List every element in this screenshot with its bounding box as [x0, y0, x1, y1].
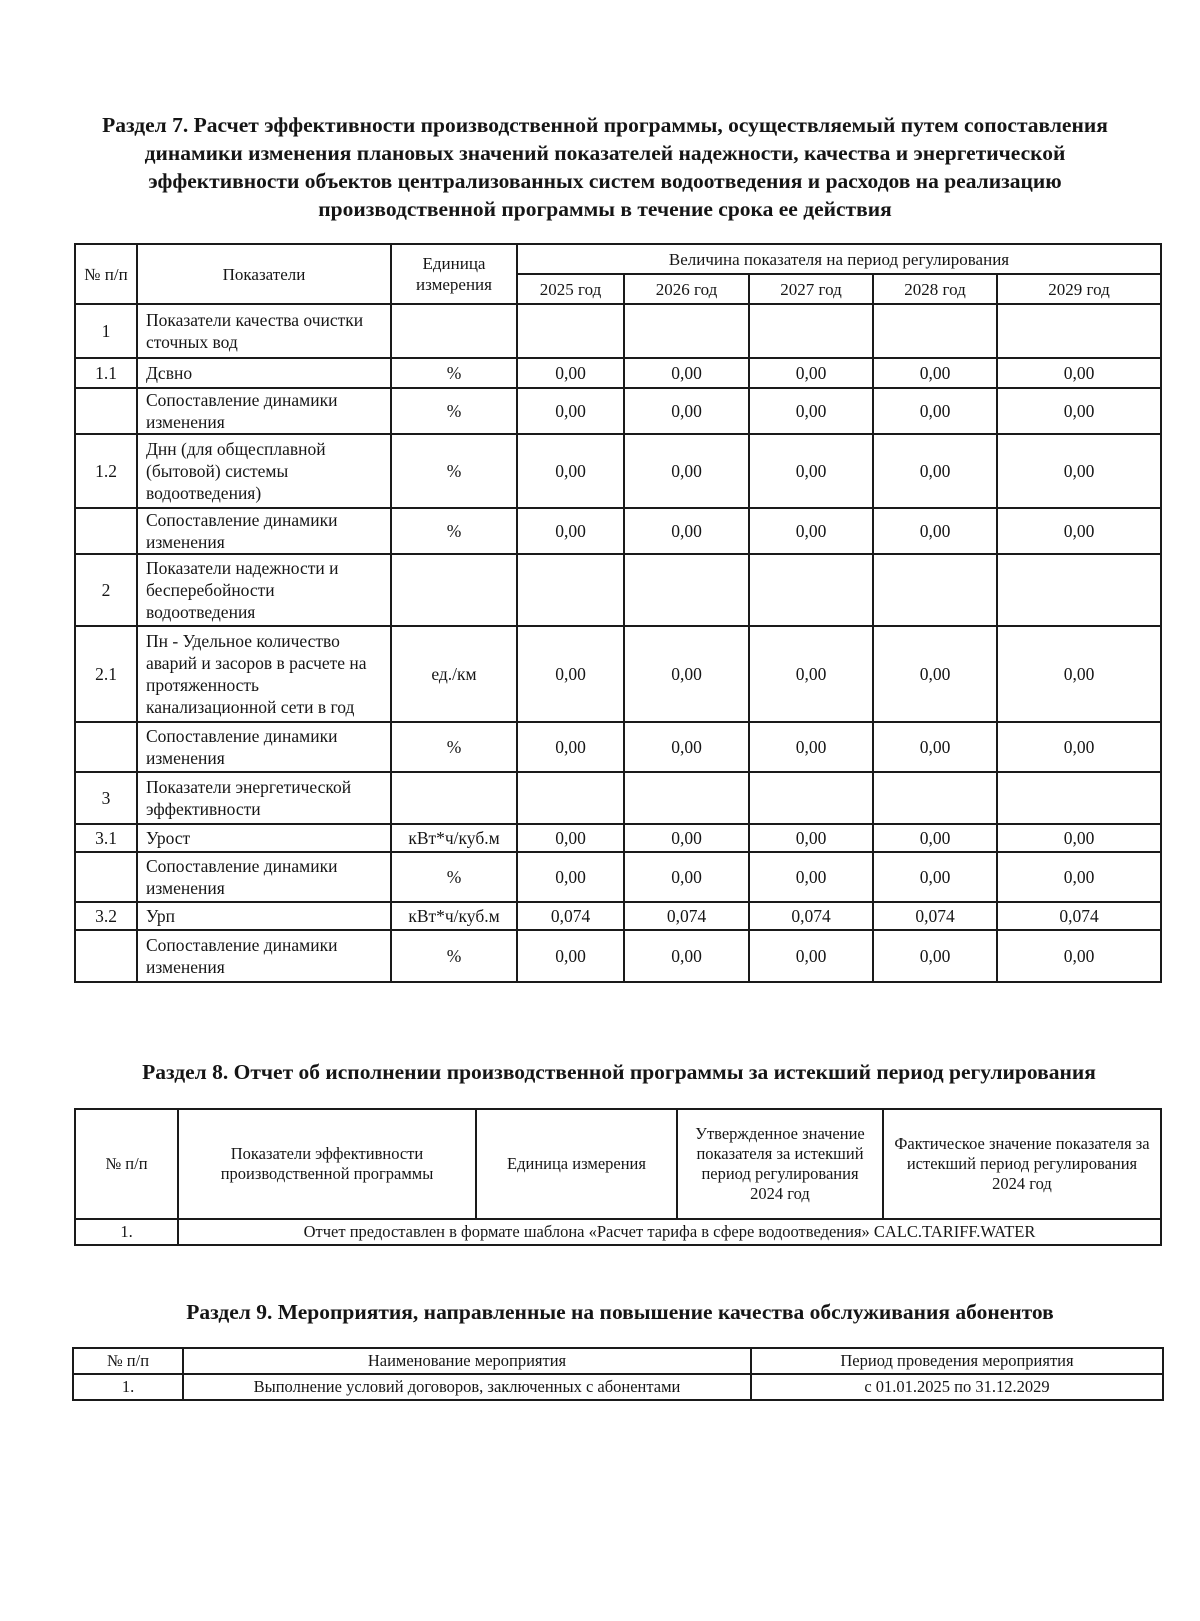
row-value: 0,074 [873, 902, 997, 930]
row-value: 0,00 [624, 388, 749, 434]
row-label: Пн - Удельное количество аварий и засоров в расчете на протяженность канализационной сети в год [137, 626, 391, 722]
row-value [873, 554, 997, 626]
header-year: 2026 год [624, 274, 749, 304]
table-row [75, 554, 1161, 626]
table-row [75, 304, 1161, 358]
row-value: 0,074 [997, 902, 1161, 930]
row-name: Выполнение условий договоров, заключенных с абонентами [183, 1374, 751, 1400]
row-value: 0,00 [749, 388, 873, 434]
section9-title: Раздел 9. Мероприятия, направленные на повышение качества обслуживания абонентов [186, 1300, 1054, 1324]
row-unit: кВт*ч/куб.м [391, 902, 517, 930]
header-num: № п/п [75, 244, 137, 304]
table-row [75, 824, 1161, 852]
row-unit [391, 304, 517, 358]
row-value: 0,00 [517, 434, 624, 508]
table-row [73, 1374, 1163, 1400]
row-num: 2 [75, 554, 137, 626]
row-label: Сопоставление динамики изменения [137, 388, 391, 434]
row-value: 0,00 [997, 852, 1161, 902]
row-num: 2.1 [75, 626, 137, 722]
row-value [624, 304, 749, 358]
section8-table [74, 1108, 1162, 1246]
table-row [75, 1219, 1161, 1245]
row-label: Урп [137, 902, 391, 930]
table-row [75, 434, 1161, 508]
row-label: Сопоставление динамики изменения [137, 852, 391, 902]
t8-header-num: № п/п [75, 1109, 178, 1219]
row-unit: % [391, 358, 517, 388]
row-value [517, 304, 624, 358]
row-value: 0,00 [517, 626, 624, 722]
row-value: 0,00 [873, 626, 997, 722]
t9-header-num: № п/п [73, 1348, 183, 1374]
row-value: 0,00 [997, 434, 1161, 508]
row-value: 0,00 [873, 852, 997, 902]
row-num: 3 [75, 772, 137, 824]
row-value: 0,00 [749, 358, 873, 388]
row-value [873, 304, 997, 358]
row-value [624, 772, 749, 824]
row-num [75, 508, 137, 554]
row-value: 0,00 [517, 824, 624, 852]
row-unit: % [391, 722, 517, 772]
row-value: 0,00 [517, 388, 624, 434]
row-value: 0,00 [517, 930, 624, 982]
table-row [75, 388, 1161, 434]
row-label: Сопоставление динамики изменения [137, 722, 391, 772]
row-period: с 01.01.2025 по 31.12.2029 [751, 1374, 1163, 1400]
row-value: 0,00 [997, 508, 1161, 554]
row-num [75, 852, 137, 902]
row-value: 0,00 [624, 434, 749, 508]
row-value [749, 554, 873, 626]
header-unit: Единица измерения [391, 244, 517, 304]
row-label: Показатели качества очистки сточных вод [137, 304, 391, 358]
row-text: Отчет предоставлен в формате шаблона «Расчет тарифа в сфере водоотведения» CALC.TARIFF.WATER [178, 1219, 1161, 1245]
row-value: 0,00 [873, 824, 997, 852]
table-row [75, 358, 1161, 388]
row-value: 0,00 [873, 358, 997, 388]
row-unit: % [391, 930, 517, 982]
row-value: 0,00 [749, 508, 873, 554]
row-value: 0,00 [749, 626, 873, 722]
row-value: 0,00 [997, 388, 1161, 434]
row-label: Сопоставление динамики изменения [137, 930, 391, 982]
row-label: Сопоставление динамики изменения [137, 508, 391, 554]
row-num: 3.1 [75, 824, 137, 852]
row-value [624, 554, 749, 626]
row-value: 0,00 [749, 434, 873, 508]
row-value: 0,00 [624, 824, 749, 852]
row-value: 0,00 [873, 388, 997, 434]
row-value: 0,00 [997, 626, 1161, 722]
row-value: 0,00 [749, 852, 873, 902]
t9-header-period: Период проведения мероприятия [751, 1348, 1163, 1374]
row-num: 3.2 [75, 902, 137, 930]
row-value: 0,00 [997, 824, 1161, 852]
row-label: Днн (для общесплавной (бытовой) системы водоотведения) [137, 434, 391, 508]
row-value: 0,00 [517, 358, 624, 388]
row-num: 1. [75, 1219, 178, 1245]
row-value: 0,00 [517, 852, 624, 902]
t8-header-actual: Фактическое значение показателя за истекший период регулирования 2024 год [883, 1109, 1161, 1219]
row-value [517, 554, 624, 626]
row-value [749, 772, 873, 824]
row-num [75, 388, 137, 434]
row-unit [391, 772, 517, 824]
row-num: 1.2 [75, 434, 137, 508]
row-value: 0,074 [749, 902, 873, 930]
section7-title: Раздел 7. Расчет эффективности производственной программы, осуществляемый путем сопоставления динамики изменения плановых значений показателей надежности, качества и энергетической эффективности объектов централизованных систем водоотведения и расходов на реализацию производственной программы в течение срока ее действия [102, 113, 1108, 221]
row-label: Дсвно [137, 358, 391, 388]
row-value: 0,00 [624, 722, 749, 772]
row-unit: % [391, 388, 517, 434]
row-value: 0,074 [517, 902, 624, 930]
row-value: 0,00 [624, 930, 749, 982]
row-value: 0,00 [749, 930, 873, 982]
table-row [75, 626, 1161, 722]
table-row [75, 722, 1161, 772]
row-value: 0,00 [873, 930, 997, 982]
row-label: Показатели энергетической эффективности [137, 772, 391, 824]
t8-header-indicator: Показатели эффективности производственной программы [178, 1109, 476, 1219]
row-unit: % [391, 434, 517, 508]
row-value: 0,00 [624, 358, 749, 388]
row-value: 0,00 [997, 358, 1161, 388]
row-value: 0,00 [749, 722, 873, 772]
row-value: 0,00 [624, 626, 749, 722]
table-row [75, 930, 1161, 982]
header-year: 2027 год [749, 274, 873, 304]
header-year: 2028 год [873, 274, 997, 304]
table-row [75, 902, 1161, 930]
header-year: 2025 год [517, 274, 624, 304]
row-unit: % [391, 852, 517, 902]
row-num [75, 722, 137, 772]
row-value [873, 772, 997, 824]
row-num: 1. [73, 1374, 183, 1400]
table-row [75, 508, 1161, 554]
row-value: 0,00 [997, 930, 1161, 982]
row-num: 1 [75, 304, 137, 358]
row-value [997, 772, 1161, 824]
row-label: Урост [137, 824, 391, 852]
row-unit [391, 554, 517, 626]
row-value: 0,00 [873, 508, 997, 554]
section9-table [72, 1347, 1164, 1401]
section7-table [74, 243, 1162, 983]
row-value [749, 304, 873, 358]
row-label: Показатели надежности и бесперебойности водоотведения [137, 554, 391, 626]
header-period: Величина показателя на период регулирования [517, 244, 1161, 274]
row-value [997, 304, 1161, 358]
row-unit: кВт*ч/куб.м [391, 824, 517, 852]
row-value: 0,00 [624, 852, 749, 902]
row-unit: % [391, 508, 517, 554]
header-year: 2029 год [997, 274, 1161, 304]
row-value: 0,00 [624, 508, 749, 554]
row-unit: ед./км [391, 626, 517, 722]
section8-title: Раздел 8. Отчет об исполнении производственной программы за истекший период регулирования [142, 1060, 1096, 1084]
table-row [75, 852, 1161, 902]
row-value [517, 772, 624, 824]
header-indicator: Показатели [137, 244, 391, 304]
table-row [75, 772, 1161, 824]
row-value: 0,00 [517, 722, 624, 772]
row-value: 0,074 [624, 902, 749, 930]
section7-table-body [75, 304, 1161, 982]
row-num [75, 930, 137, 982]
row-num: 1.1 [75, 358, 137, 388]
t9-header-name: Наименование мероприятия [183, 1348, 751, 1374]
row-value [997, 554, 1161, 626]
row-value: 0,00 [873, 722, 997, 772]
row-value: 0,00 [873, 434, 997, 508]
t8-header-approved: Утвержденное значение показателя за истекший период регулирования 2024 год [677, 1109, 883, 1219]
row-value: 0,00 [517, 508, 624, 554]
row-value: 0,00 [749, 824, 873, 852]
t8-header-unit: Единица измерения [476, 1109, 677, 1219]
row-value: 0,00 [997, 722, 1161, 772]
